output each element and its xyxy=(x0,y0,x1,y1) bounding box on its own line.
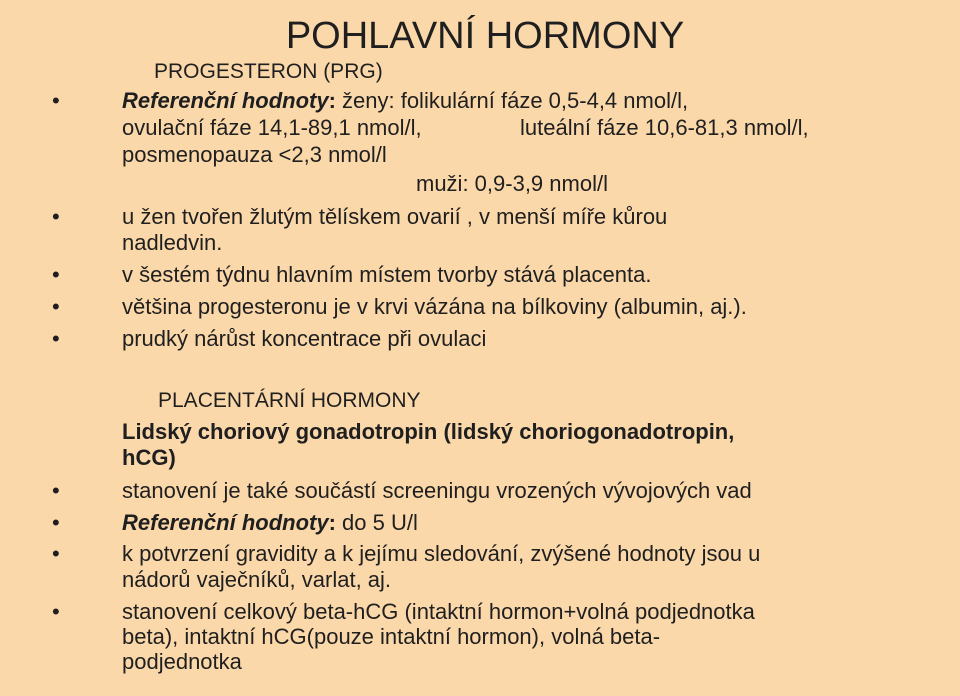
placentarni-bullet4-line2: beta), intaktní hCG(pouze intaktní hormon), volná beta- xyxy=(122,624,661,649)
progesteron-ref-line2b: luteální fáze 10,6-81,3 nmol/l, xyxy=(520,115,809,140)
bullet-marker: • xyxy=(52,599,60,624)
placentarni-bullet3-line2: nádorů vaječníků, varlat, aj. xyxy=(122,567,392,592)
bullet-marker: • xyxy=(52,88,60,113)
bullet-marker: • xyxy=(52,326,60,351)
bullet-marker: • xyxy=(52,510,60,535)
bullet-marker: • xyxy=(52,478,60,503)
slide-title: POHLAVNÍ HORMONY xyxy=(285,15,685,57)
hcg-ref-label: Referenční hodnoty xyxy=(122,510,329,535)
progesteron-ref-line1 xyxy=(122,88,688,114)
placentarni-bullet4-line3: podjednotka xyxy=(122,649,242,674)
bullet-marker: • xyxy=(52,204,60,229)
progesteron-ref-line3: posmenopauza <2,3 nmol/l xyxy=(122,142,387,167)
progesteron-bullet2-line1: u žen tvořen žlutým tělískem ovarií , v menší míře kůrou xyxy=(122,204,668,229)
placentarni-bullet4-line1: stanovení celkový beta-hCG (intaktní hormon+volná podjednotka xyxy=(122,599,755,624)
ref-label: Referenční hodnoty xyxy=(122,88,329,113)
hcg-title-line1: Lidský choriový gonadotropin (lidský choriogonadotropin, xyxy=(122,419,735,444)
ref-colon: : xyxy=(328,88,336,113)
ref-line1-rest: ženy: folikulární fáze 0,5-4,4 nmol/l, xyxy=(335,88,689,113)
bullet-marker: • xyxy=(52,262,60,287)
bullet-marker: • xyxy=(52,541,60,566)
placentarni-bullet1: stanovení je také součástí screeningu vrozených vývojových vad xyxy=(122,478,752,503)
progesteron-heading: PROGESTERON (PRG) xyxy=(154,60,383,83)
progesteron-bullet4: většina progesteronu je v krvi vázána na bílkoviny (albumin, aj.). xyxy=(122,294,747,319)
hcg-title-line2: hCG) xyxy=(122,445,176,470)
progesteron-ref-line4: muži: 0,9-3,9 nmol/l xyxy=(416,171,608,196)
placentarni-bullet2 xyxy=(122,510,418,536)
placentarni-bullet3-line1: k potvrzení gravidity a k jejímu sledování, zvýšené hodnoty jsou u xyxy=(122,541,761,566)
bullet-marker: • xyxy=(52,294,60,319)
progesteron-bullet3: v šestém týdnu hlavním místem tvorby stává placenta. xyxy=(122,262,652,287)
progesteron-bullet5: prudký nárůst koncentrace při ovulaci xyxy=(122,326,487,351)
hcg-ref-colon: : xyxy=(328,510,336,535)
placentarni-heading: PLACENTÁRNÍ HORMONY xyxy=(158,389,421,412)
progesteron-ref-line2a: ovulační fáze 14,1-89,1 nmol/l, xyxy=(122,115,422,140)
progesteron-bullet2-line2: nadledvin. xyxy=(122,230,223,255)
hcg-ref-rest: do 5 U/l xyxy=(335,510,418,535)
